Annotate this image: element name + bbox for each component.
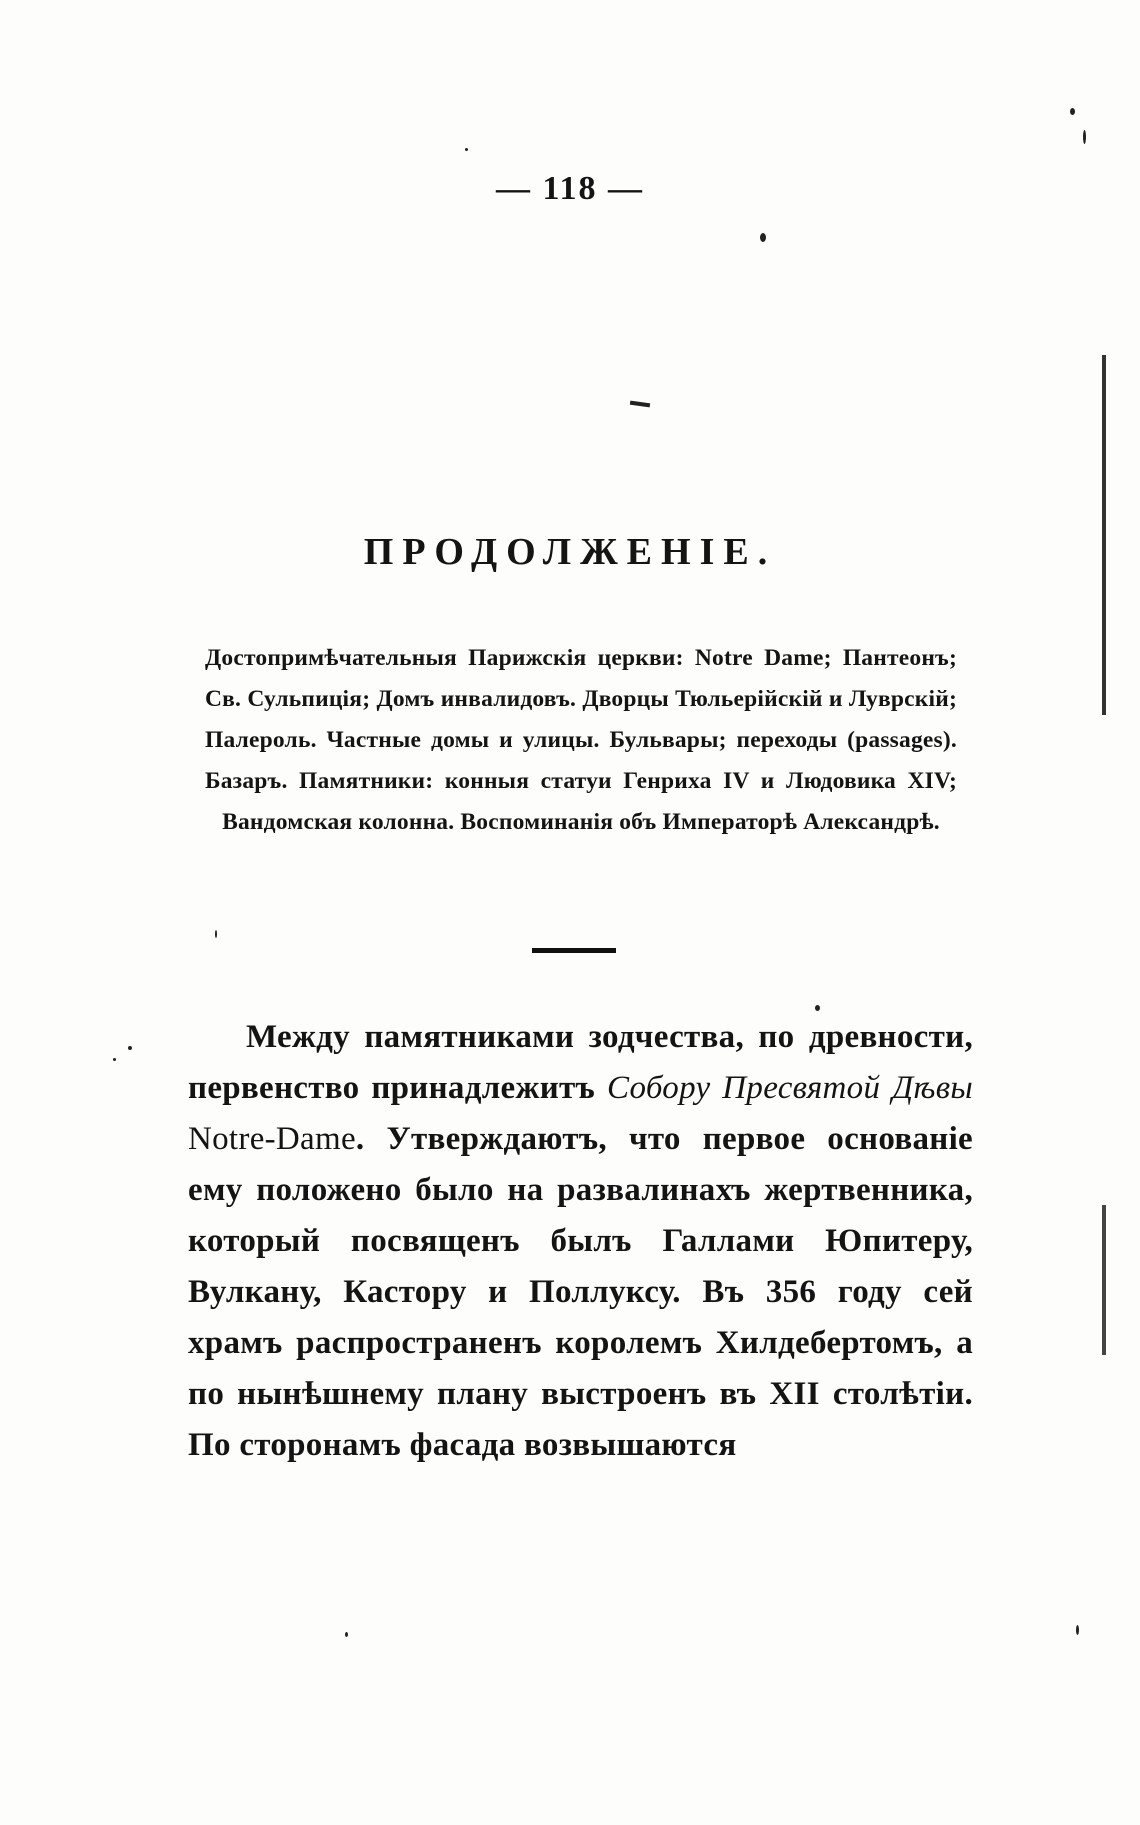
scan-speck: [113, 1058, 116, 1061]
scan-speck: [215, 930, 217, 938]
scan-margin-line: [1102, 355, 1106, 715]
page-number: — 118 —: [495, 170, 645, 207]
ornament-dash: [630, 401, 650, 408]
scan-speck: [465, 148, 468, 151]
scan-speck: [128, 1046, 132, 1050]
scan-margin-line: [1102, 1205, 1106, 1355]
scan-speck: [1076, 1625, 1079, 1635]
scan-speck: [760, 233, 766, 242]
body-text-part: . Утверждаютъ, что первое основаніе ему положено было на развалинахъ жертвенника, который посвященъ былъ Галлами Юпитеру, Вулкану, Кастору и Поллуксу. Въ 356 году сей храмъ распространенъ королемъ Хилдебертомъ, а по нынѣшнему плану выстроенъ въ XII столѣтіи. По сторонамъ фасада возвышаются: [188, 1121, 973, 1463]
scan-speck: [815, 1005, 820, 1011]
scan-speck: [1070, 108, 1075, 115]
separator-rule: [532, 948, 616, 953]
body-paragraph: [188, 1012, 973, 1471]
scan-speck: [1083, 130, 1086, 144]
body-text-part: Между памятниками зодчества, по древности, первенство принадлежитъ: [188, 1019, 973, 1106]
body-latin-name: Notre-Dame: [188, 1121, 356, 1157]
section-heading: ПРОДОЛЖЕНІЕ.: [363, 531, 777, 573]
scan-speck: [345, 1632, 348, 1637]
body-italic-name: Собору Пресвятой Дѣвы: [606, 1070, 973, 1106]
chapter-summary: Достопримѣчательныя Парижскія церкви: Notre Dame; Пантеонъ; Св. Сульпиція; Домъ инвалидовъ. Дворцы Тюльерійскій и Луврскій; Палероль. Частные домы и улицы. Бульвары; переходы (passages). Базаръ. Памятники: конныя статуи Генриха IV и Людовика XIV; Вандомская колонна. Воспоминанія объ Императорѣ Александрѣ.: [205, 645, 957, 835]
